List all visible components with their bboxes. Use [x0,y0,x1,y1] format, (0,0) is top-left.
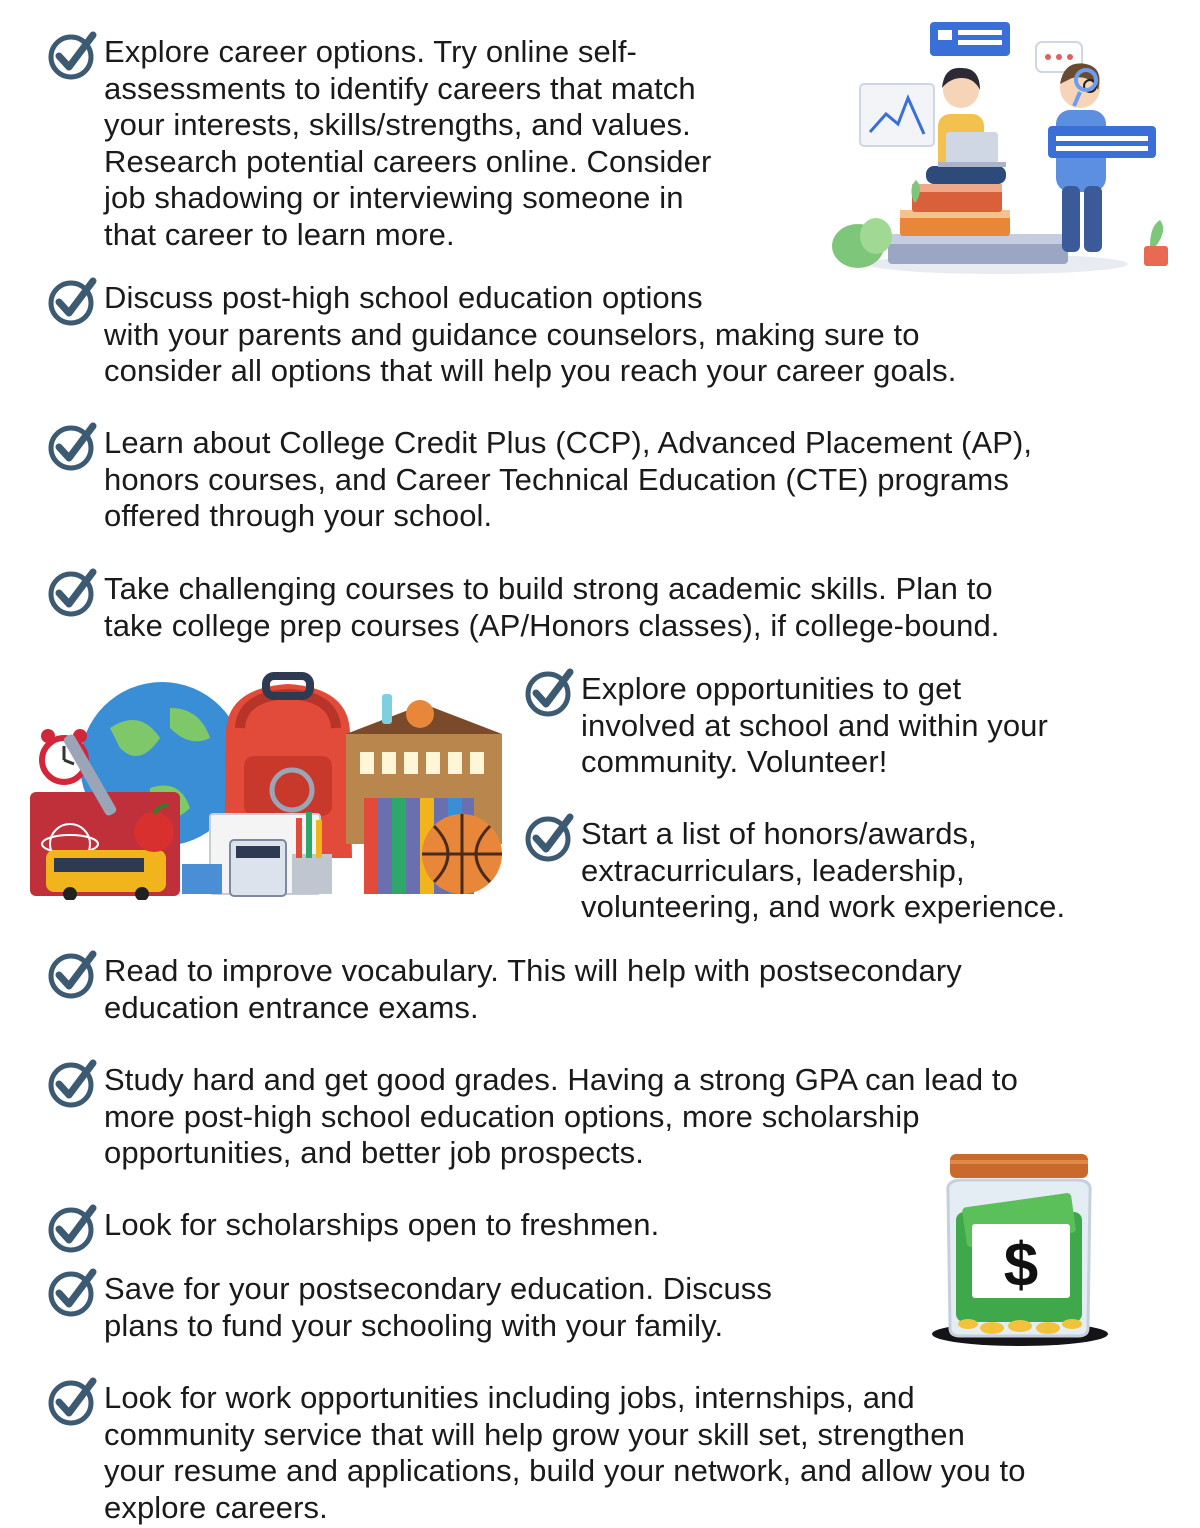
checklist-item-text: Explore opportunities to get involved at school and within your community. Volunteer! [581,671,1048,779]
check-circle-icon [46,1265,100,1319]
checklist-item-ccp-ap-cte [104,425,1032,535]
checklist-item-text: Explore career options. Try online self- assessments to identify careers that match your interests, skills/strengths, and values. Research potential careers online. Consider job shadowing or interviewing someone in that career to learn more. [104,34,712,252]
flask-icon [382,694,392,724]
money-jar-illustration [928,1150,1110,1348]
checklist-item-good-grades [104,1062,1018,1172]
checklist-item-text: Study hard and get good grades. Having a strong GPA can lead to more post-high school education options, more scholarship opportunities, and better job prospects. [104,1062,1018,1170]
apple-icon [134,812,174,852]
checklist-item-text: Take challenging courses to build strong academic skills. Plan to take college prep courses (AP/Honors classes), if college-bound. [104,571,1000,643]
checklist-item-text: Read to improve vocabulary. This will help with postsecondary education entrance exams. [104,953,962,1025]
checklist-item-career-options [104,34,711,253]
check-circle-icon [46,1201,100,1255]
checklist-item-text: Learn about College Credit Plus (CCP), Advanced Placement (AP), honors courses, and Career Technical Education (CTE) programs offered through your school. [104,425,1033,533]
checklist-item-text: Look for scholarships open to freshmen. [104,1207,660,1242]
check-circle-icon [46,947,100,1001]
check-circle-icon [46,274,100,328]
checklist-item-work-opportunities [104,1380,1026,1526]
school-supplies-illustration [30,668,506,900]
checklist-item-honors-list [581,816,1065,926]
checklist-item-save [104,1271,772,1344]
check-circle-icon [523,665,577,719]
check-circle-icon [46,28,100,82]
checklist-item-text: Look for work opportunities including jobs, internships, and community service that will help grow your skill set, strengthen your resume and applications, build your network, and allow you to explore careers. [104,1380,1026,1525]
jar-lid-icon [950,1154,1088,1178]
checklist-item-text: Save for your postsecondary education. Discuss plans to fund your schooling with your family. [104,1271,772,1343]
checklist-item-scholarships [104,1207,659,1244]
career-research-illustration [828,14,1178,276]
check-circle-icon [46,1374,100,1428]
card-icon [1048,126,1156,158]
checklist-item-read-vocabulary [104,953,962,1026]
checklist-item-text: Start a list of honors/awards, extracurriculars, leadership, volunteering, and work experience. [581,816,1066,924]
paint-palette-icon [182,864,222,894]
dollar-sign-icon: $ [1003,1231,1039,1300]
check-circle-icon [523,810,577,864]
checklist-item-education-options [104,280,956,390]
check-circle-icon [46,1056,100,1110]
checklist-item-text: Discuss post-high school education options with your parents and guidance counselors, making sure to consider all options that will help you reach your career goals. [104,280,957,388]
checklist-item-challenging-courses [104,571,1000,644]
check-circle-icon [46,565,100,619]
chart-card-icon [860,84,934,146]
checklist-item-get-involved [581,671,1048,781]
check-circle-icon [46,419,100,473]
